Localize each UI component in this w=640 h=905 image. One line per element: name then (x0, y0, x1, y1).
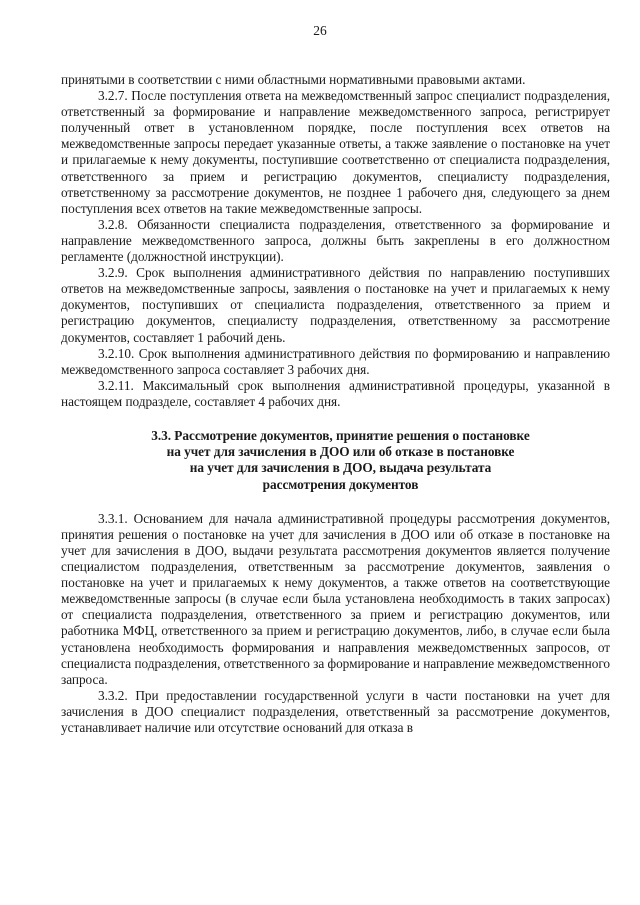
section-heading (61, 428, 610, 493)
paragraph: 3.3.2. При предоставлении государственной услуги в части постановки на учет для зачисления в ДОО специалист подразделения, ответственный за рассмотрение документов, устанавливает наличие или отсутствие оснований для отказа в (61, 687, 610, 735)
section-heading-line: рассмотрения документов (262, 476, 419, 492)
paragraphs-after-heading (61, 511, 610, 736)
section-heading-line: 3.3. Рассмотрение документов, принятие решения о постановке (151, 427, 530, 443)
section-heading-line: на учет для зачисления в ДОО, выдача результата (189, 460, 492, 476)
paragraph: 3.2.7. После поступления ответа на межведомственный запрос специалист подразделения, ответственный за формирование и направление межведомственного запроса, регистрирует полученный ответ в установленном порядке, после поступления всех ответов на межведомственные запросы передает указанные ответы, а также заявление о постановке на учет и прилагаемые к нему документы, поступившие соответственно от специалиста подразделения, ответственного за прием и регистрацию документов, специалисту подразделения, ответственному за рассмотрение документов, не позднее 1 рабочего дня, следующего за днем поступления всех ответов на такие межведомственные запросы. (61, 88, 610, 216)
paragraph: 3.2.9. Срок выполнения административного действия по направлению поступивших ответов на межведомственные запросы, заявления о постановке на учет и прилагаемых к нему документов, поступивших от специалиста подразделения, ответственного за прием и регистрацию документов, специалисту подразделения, ответственному за рассмотрение документов, составляет 1 рабочий день. (61, 265, 610, 345)
paragraph: принятыми в соответствии с ними областными нормативными правовыми актами. (61, 72, 526, 87)
document-body (61, 72, 610, 736)
section-heading-line: на учет для зачисления в ДОО или об отказе в постановке (166, 444, 515, 460)
page-number: 26 (313, 23, 327, 38)
paragraphs-before-heading (61, 72, 610, 410)
paragraph: 3.3.1. Основанием для начала административной процедуры рассмотрения документов, принятия решения о постановке на учет для зачисления в ДОО или об отказе в постановке на учет для зачисления в ДОО, выдачи результата рассмотрения документов является получение специалистом подразделения, ответственным за рассмотрение документов, заявления о постановке на учет и прилагаемых к нему документов, а также ответов на соответствующие межведомственные запросы (в случае если была установлена необходимость в таких запросах) от специалиста подразделения, ответственного за прием и регистрацию документов, или работника МФЦ, ответственного за прием и регистрацию документов, либо, в случае если была установлена необходимость формирования и направления межведомственных запросов, от специалиста подразделения, ответственного за формирование и направление межведомственного запроса. (61, 510, 610, 687)
paragraph: 3.2.11. Максимальный срок выполнения административной процедуры, указанной в настоящем подразделе, составляет 4 рабочих дня. (61, 377, 610, 409)
paragraph: 3.2.8. Обязанности специалиста подразделения, ответственного за формирование и направление межведомственного запроса, должны быть закреплены в его должностном регламенте (должностной инструкции). (61, 216, 610, 265)
paragraph: 3.2.10. Срок выполнения административного действия по формированию и направлению межведомственного запроса составляет 3 рабочих дня. (61, 345, 610, 377)
